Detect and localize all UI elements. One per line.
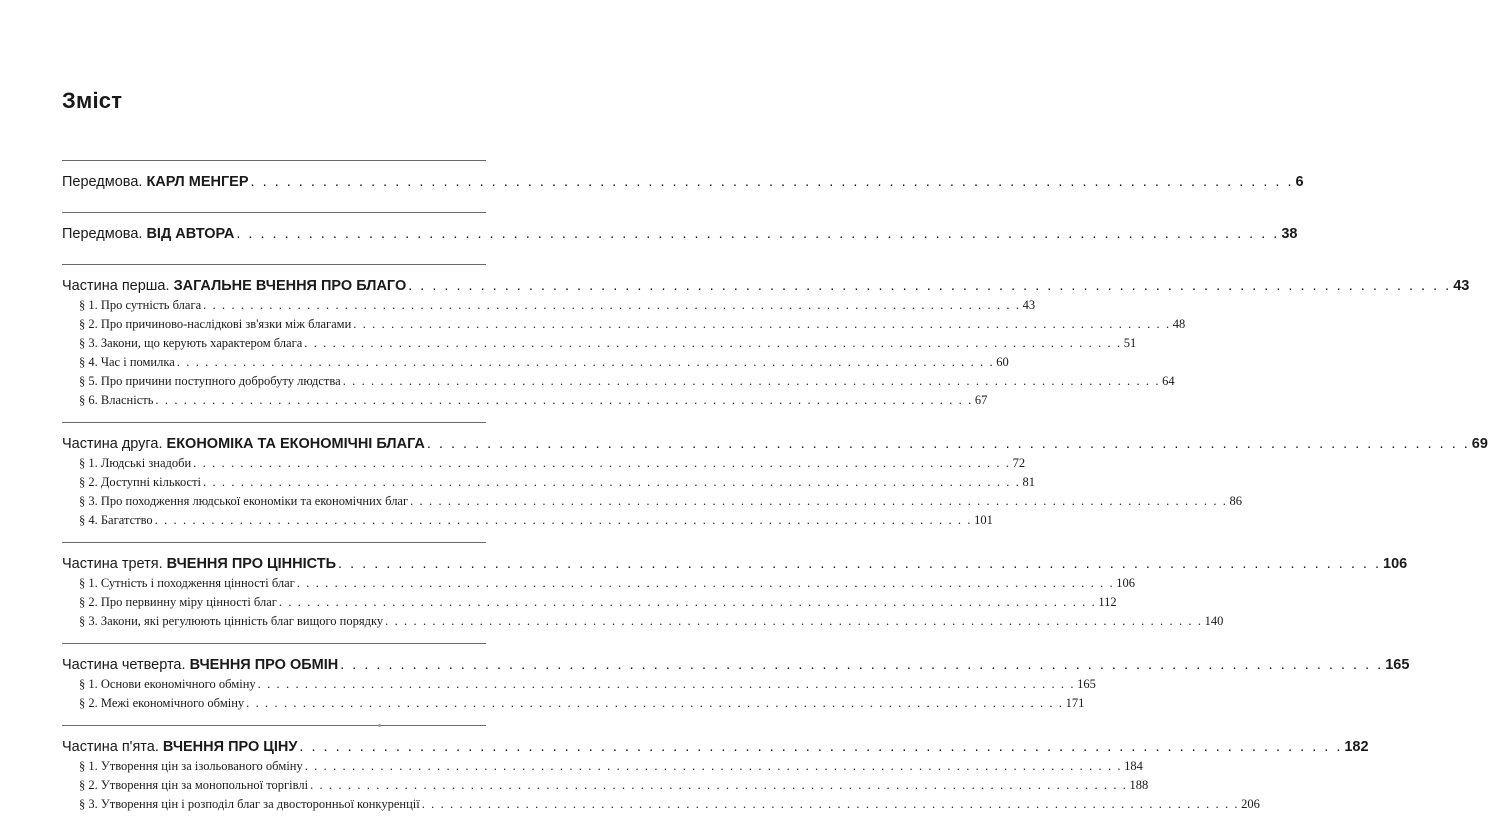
leader-dots: . . . . . . . . . . . . . . . . . . . . . . . . . . . . . . . . . . . . . . . . . . . . . . . . . . . . . . . . . . . . . . . . . . . . . . . . . . . . . . . . . . . . . . .: [353, 317, 1171, 331]
leader-dots: . . . . . . . . . . . . . . . . . . . . . . . . . . . . . . . . . . . . . . . . . . . . . . . . . . . . . . . . . . . . . . . . . . . . . . . . . . . . . . . . . . . . . . .: [246, 696, 1064, 710]
subentry-label: § 2. Утворення цін за монопольної торгівлі: [79, 778, 309, 792]
heading-label: [62, 556, 336, 572]
subentry-label: § 3. Утворення цін і розподіл благ за двосторонньої конкуренції: [79, 797, 420, 811]
page-number: 48: [1172, 317, 1186, 331]
leader-dots: . . . . . . . . . . . . . . . . . . . . . . . . . . . . . . . . . . . . . . . . . . . . . . . . . . . . . . . . . . . . . . . . . . . . . . . . . . . . . . . . . . . . . . .: [155, 393, 973, 407]
page-number: 112: [1098, 595, 1117, 609]
heading-label: [62, 278, 406, 294]
heading-label: [62, 739, 297, 755]
toc-subentry[interactable]: [62, 595, 1117, 614]
leader-dots: . . . . . . . . . . . . . . . . . . . . . . . . . . . . . . . . . . . . . . . . . . . . . . . . . . . . . . . . . . . . . . . . . . . . . . . . . . . . . . . . . . . . . . .: [340, 657, 1384, 673]
heading-prefix: Частина третя.: [62, 556, 167, 572]
page-number: 43: [1453, 278, 1470, 294]
heading-title: ЗАГАЛЬНЕ ВЧЕННЯ ПРО БЛАГО: [173, 278, 407, 294]
page-number: 188: [1129, 778, 1149, 792]
leader-dots: . . . . . . . . . . . . . . . . . . . . . . . . . . . . . . . . . . . . . . . . . . . . . . . . . . . . . . . . . . . . . . . . . . . . . . . . . . . . . . . . . . . . . . .: [203, 298, 1021, 312]
toc-subentry[interactable]: [62, 298, 1036, 317]
toc-heading-entry[interactable]: [62, 226, 1298, 246]
subentry-label: § 5. Про причини поступного добробуту людства: [79, 374, 341, 388]
toc-subentry[interactable]: [62, 494, 1243, 513]
heading-title: ЕКОНОМІКА ТА ЕКОНОМІЧНІ БЛАГА: [166, 436, 425, 452]
page-number: 165: [1077, 677, 1096, 691]
leader-dots: . . . . . . . . . . . . . . . . . . . . . . . . . . . . . . . . . . . . . . . . . . . . . . . . . . . . . . . . . . . . . . . . . . . . . . . . . . . . . . . . . . . . . . .: [299, 739, 1343, 755]
section-divider: [62, 264, 486, 265]
page-number: 106: [1116, 576, 1135, 590]
heading-prefix: Передмова.: [62, 226, 147, 242]
page-number: 69: [1471, 436, 1488, 452]
leader-dots: . . . . . . . . . . . . . . . . . . . . . . . . . . . . . . . . . . . . . . . . . . . . . . . . . . . . . . . . . . . . . . . . . . . . . . . . . . . . . . . . . . . . . . .: [385, 614, 1203, 628]
heading-title: ВЧЕННЯ ПРО ЦІНУ: [162, 739, 298, 755]
toc-section: [62, 725, 1369, 816]
section-divider: [62, 725, 486, 726]
toc-section: [62, 264, 1470, 412]
subentry-label: § 1. Утворення цін за ізольованого обміну: [79, 759, 303, 773]
section-spacer: [62, 246, 486, 254]
leader-dots: . . . . . . . . . . . . . . . . . . . . . . . . . . . . . . . . . . . . . . . . . . . . . . . . . . . . . . . . . . . . . . . . . . . . . . . . . . . . . . . . . . . . . . .: [310, 778, 1128, 792]
subentry-label: § 2. Межі економічного обміну: [79, 696, 245, 710]
leader-dots: . . . . . . . . . . . . . . . . . . . . . . . . . . . . . . . . . . . . . . . . . . . . . . . . . . . . . . . . . . . . . . . . . . . . . . . . . . . . . . . . . . . . . . .: [304, 336, 1122, 350]
toc-subentry[interactable]: [62, 475, 1035, 494]
heading-prefix: Частина перша.: [62, 278, 174, 294]
toc-subentry[interactable]: [62, 355, 1009, 374]
subentry-label: § 2. Про первинну міру цінності благ: [79, 595, 277, 609]
heading-prefix: Частина п'ята.: [62, 739, 163, 755]
subentry-label: § 3. Закони, що керують характером блага: [79, 336, 303, 350]
heading-title: ВЧЕННЯ ПРО ЦІННІСТЬ: [166, 556, 337, 572]
section-divider: [62, 212, 486, 213]
page-number: 6: [1295, 174, 1304, 190]
leader-dots: . . . . . . . . . . . . . . . . . . . . . . . . . . . . . . . . . . . . . . . . . . . . . . . . . . . . . . . . . . . . . . . . . . . . . . . . . . . . . . . . . . . . . . .: [296, 576, 1115, 590]
heading-label: [62, 657, 338, 673]
toc-subentry[interactable]: [62, 778, 1149, 797]
leader-dots: . . . . . . . . . . . . . . . . . . . . . . . . . . . . . . . . . . . . . . . . . . . . . . . . . . . . . . . . . . . . . . . . . . . . . . . . . . . . . . . . . . . . . . .: [278, 595, 1097, 609]
heading-prefix: Частина друга.: [62, 436, 167, 452]
toc-subentry[interactable]: [62, 336, 1137, 355]
toc-heading-entry[interactable]: [62, 174, 1304, 194]
page-number: 140: [1204, 614, 1224, 628]
leader-dots: . . . . . . . . . . . . . . . . . . . . . . . . . . . . . . . . . . . . . . . . . . . . . . . . . . . . . . . . . . . . . . . . . . . . . . . . . . . . . . . . . . . . . . .: [421, 797, 1240, 811]
leader-dots: . . . . . . . . . . . . . . . . . . . . . . . . . . . . . . . . . . . . . . . . . . . . . . . . . . . . . . . . . . . . . . . . . . . . . . . . . . . . . . . . . . . . . . .: [426, 436, 1470, 452]
leader-dots: . . . . . . . . . . . . . . . . . . . . . . . . . . . . . . . . . . . . . . . . . . . . . . . . . . . . . . . . . . . . . . . . . . . . . . . . . . . . . . . . . . . . . . .: [236, 226, 1280, 242]
print-speck: [378, 724, 381, 727]
leader-dots: . . . . . . . . . . . . . . . . . . . . . . . . . . . . . . . . . . . . . . . . . . . . . . . . . . . . . . . . . . . . . . . . . . . . . . . . . . . . . . . . . . . . . . .: [176, 355, 995, 369]
subentry-label: § 1. Основи економічного обміну: [79, 677, 256, 691]
page-number: 182: [1344, 739, 1369, 755]
page-number: 81: [1022, 475, 1035, 489]
heading-prefix: Передмова.: [62, 174, 147, 190]
toc-heading-entry[interactable]: [62, 436, 1488, 456]
page-number: 60: [996, 355, 1009, 369]
toc-subentry[interactable]: [62, 576, 1135, 595]
section-divider: [62, 422, 486, 423]
page-number: 43: [1022, 298, 1036, 312]
toc-subentry[interactable]: [62, 797, 1260, 816]
page-number: 72: [1012, 456, 1026, 470]
leader-dots: . . . . . . . . . . . . . . . . . . . . . . . . . . . . . . . . . . . . . . . . . . . . . . . . . . . . . . . . . . . . . . . . . . . . . . . . . . . . . . . . . . . . . . .: [304, 759, 1123, 773]
leader-dots: . . . . . . . . . . . . . . . . . . . . . . . . . . . . . . . . . . . . . . . . . . . . . . . . . . . . . . . . . . . . . . . . . . . . . . . . . . . . . . . . . . . . . . .: [250, 174, 1294, 190]
toc-heading-entry[interactable]: [62, 657, 1410, 677]
toc-subentry[interactable]: [62, 696, 1085, 715]
toc-section: [62, 212, 1298, 254]
toc-section: [62, 643, 1410, 715]
heading-title: КАРЛ МЕНГЕР: [146, 174, 249, 190]
page-number: 86: [1229, 494, 1243, 508]
heading-label: [62, 436, 425, 452]
page-number: 165: [1385, 657, 1410, 673]
page-number: 184: [1124, 759, 1143, 773]
heading-title: ВІД АВТОРА: [146, 226, 235, 242]
leader-dots: . . . . . . . . . . . . . . . . . . . . . . . . . . . . . . . . . . . . . . . . . . . . . . . . . . . . . . . . . . . . . . . . . . . . . . . . . . . . . . . . . . . . . . .: [203, 475, 1021, 489]
toc-section: [62, 160, 1304, 202]
toc-subentry[interactable]: [62, 759, 1143, 778]
subentry-label: § 2. Про причиново-наслідкові зв'язки між благами: [79, 317, 352, 331]
page-number: 67: [974, 393, 988, 407]
toc-section: [62, 542, 1408, 633]
leader-dots: . . . . . . . . . . . . . . . . . . . . . . . . . . . . . . . . . . . . . . . . . . . . . . . . . . . . . . . . . . . . . . . . . . . . . . . . . . . . . . . . . . . . . . .: [410, 494, 1228, 508]
page-number: 106: [1383, 556, 1408, 572]
leader-dots: . . . . . . . . . . . . . . . . . . . . . . . . . . . . . . . . . . . . . . . . . . . . . . . . . . . . . . . . . . . . . . . . . . . . . . . . . . . . . . . . . . . . . . .: [342, 374, 1161, 388]
toc-section: [62, 422, 1488, 532]
subentry-label: § 4. Багатство: [79, 513, 153, 527]
section-divider: [62, 542, 486, 543]
subentry-label: § 2. Доступні кількості: [79, 475, 202, 489]
section-divider: [62, 160, 486, 161]
toc-subentry[interactable]: [62, 374, 1175, 393]
subentry-label: § 1. Сутність і походження цінності благ: [79, 576, 295, 590]
leader-dots: . . . . . . . . . . . . . . . . . . . . . . . . . . . . . . . . . . . . . . . . . . . . . . . . . . . . . . . . . . . . . . . . . . . . . . . . . . . . . . . . . . . . . . .: [408, 278, 1452, 294]
heading-title: ВЧЕННЯ ПРО ОБМІН: [189, 657, 339, 673]
toc-subentry[interactable]: [62, 614, 1224, 633]
heading-label: [62, 226, 234, 242]
page-number: 171: [1065, 696, 1085, 710]
subentry-label: § 1. Про сутність блага: [79, 298, 202, 312]
toc-heading-entry[interactable]: [62, 278, 1470, 298]
toc-heading-entry[interactable]: [62, 739, 1369, 759]
table-of-contents: [62, 150, 1488, 816]
subentry-label: § 1. Людські знадоби: [79, 456, 192, 470]
toc-heading-entry[interactable]: [62, 556, 1408, 576]
leader-dots: . . . . . . . . . . . . . . . . . . . . . . . . . . . . . . . . . . . . . . . . . . . . . . . . . . . . . . . . . . . . . . . . . . . . . . . . . . . . . . . . . . . . . . .: [154, 513, 973, 527]
heading-label: [62, 174, 249, 190]
page-title: Зміст: [62, 88, 123, 113]
toc-subentry[interactable]: [62, 513, 993, 532]
page-number: 38: [1281, 226, 1298, 242]
leader-dots: . . . . . . . . . . . . . . . . . . . . . . . . . . . . . . . . . . . . . . . . . . . . . . . . . . . . . . . . . . . . . . . . . . . . . . . . . . . . . . . . . . . . . . .: [193, 456, 1011, 470]
page-number: 64: [1162, 374, 1175, 388]
toc-subentry[interactable]: [62, 393, 988, 412]
page-number: 101: [974, 513, 993, 527]
toc-subentry[interactable]: [62, 677, 1096, 696]
page-number: 51: [1123, 336, 1137, 350]
toc-subentry[interactable]: [62, 317, 1186, 336]
subentry-label: § 3. Закони, які регулюють цінність благ вищого порядку: [79, 614, 384, 628]
section-spacer: [62, 194, 486, 202]
page-number: 206: [1241, 797, 1260, 811]
leader-dots: . . . . . . . . . . . . . . . . . . . . . . . . . . . . . . . . . . . . . . . . . . . . . . . . . . . . . . . . . . . . . . . . . . . . . . . . . . . . . . . . . . . . . . .: [338, 556, 1381, 572]
subentry-label: § 6. Власність: [79, 393, 154, 407]
leader-dots: . . . . . . . . . . . . . . . . . . . . . . . . . . . . . . . . . . . . . . . . . . . . . . . . . . . . . . . . . . . . . . . . . . . . . . . . . . . . . . . . . . . . . . .: [257, 677, 1076, 691]
heading-prefix: Частина четверта.: [62, 657, 190, 673]
toc-subentry[interactable]: [62, 456, 1026, 475]
subentry-label: § 3. Про походження людської економіки та економічних благ: [79, 494, 409, 508]
subentry-label: § 4. Час і помилка: [79, 355, 175, 369]
section-divider: [62, 643, 486, 644]
